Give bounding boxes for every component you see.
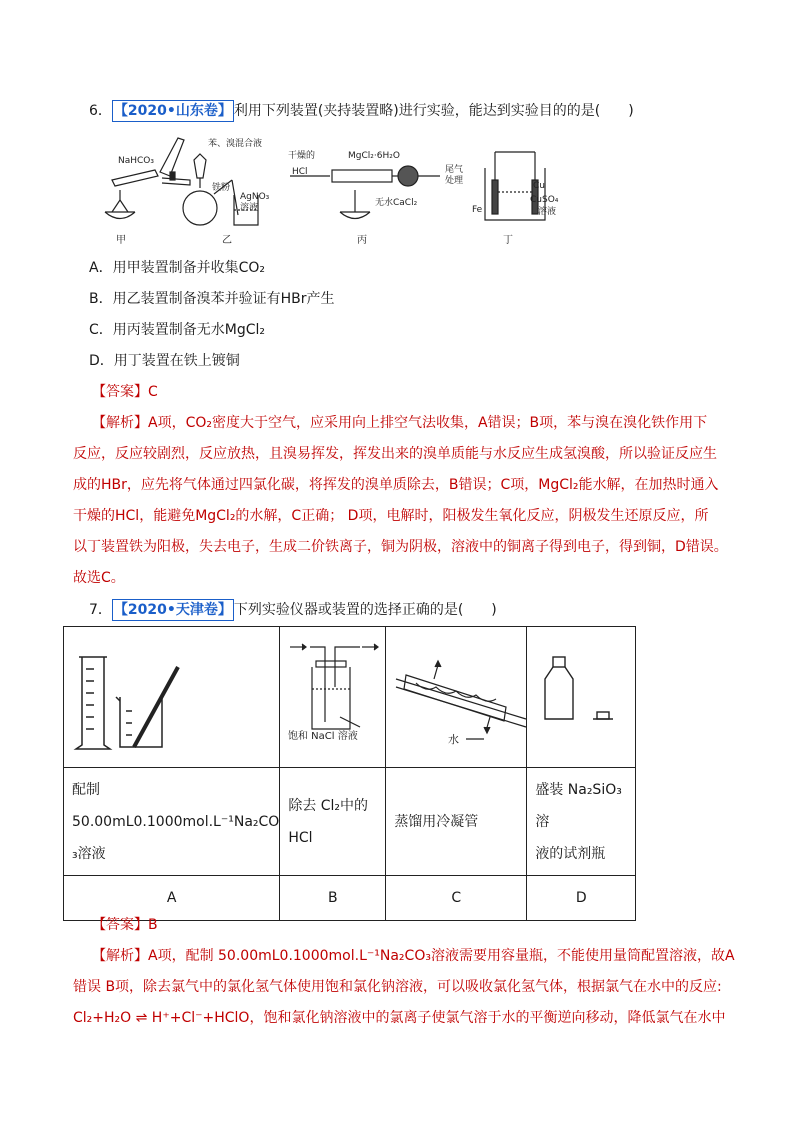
q7-cell-c-figure — [386, 627, 527, 768]
q7-d-line-1: 盛装 Na₂SiO₃溶 — [535, 781, 622, 830]
q7-a-line-3: ₃溶液 — [72, 845, 106, 862]
label-fe-powder: 铁粉 — [212, 183, 231, 193]
q7-number: 7． — [89, 602, 112, 618]
q7-cell-d-figure — [527, 627, 636, 768]
label-ding-soln: 溶液 — [538, 207, 557, 217]
label-ding-cu: Cu — [533, 181, 545, 191]
q7-letter-c: C — [386, 876, 527, 921]
q7-options-table — [63, 626, 636, 921]
label-ding: 丁 — [503, 235, 513, 246]
q6-option-c: C．用丙装置制备无水MgCl₂ — [89, 322, 266, 338]
gas-washing-bottle-icon — [280, 627, 385, 763]
q6-apparatus-figure — [100, 130, 559, 246]
graduated-cylinder-beaker-icon — [64, 627, 251, 763]
q7-analysis-line-3: Cl₂+H₂O ⇌ H⁺+Cl⁻+HClO，饱和氯化钠溶液中的氯离子使氯气溶于水的平衡逆向移动，降低氯气在水中 — [73, 1010, 726, 1026]
q7-stem: 下列实验仪器或装置的选择正确的是( ) — [233, 602, 497, 618]
label-nacl: 饱和 NaCl 溶液 — [288, 731, 359, 742]
q7-cell-c-desc — [386, 768, 527, 876]
q6-analysis-line-5: 以丁装置铁为阳极，失去电子，生成二价铁离子，铜为阴极，溶液中的铜离子得到电子，得到铜，D错误。 — [73, 539, 728, 555]
q6-analysis-line-6: 故选C。 — [73, 570, 125, 586]
q7-stem-line — [89, 599, 497, 621]
q7-cell-b-figure — [280, 627, 386, 768]
label-yi-soln: 溶液 — [240, 203, 259, 213]
label-agno3: AgNO₃ — [240, 192, 270, 202]
q7-answer-line — [92, 915, 158, 935]
q6-number: 6． — [89, 103, 112, 119]
label-yi: 乙 — [222, 235, 232, 246]
q6-analysis-text-1: A项，CO₂密度大于空气，应采用向上排空气法收集，A错误；B项，苯与溴在溴化铁作用下 — [148, 415, 708, 431]
q6-stem-line — [89, 100, 634, 122]
q6-option-d: D．用丁装置在铁上镀铜 — [89, 353, 240, 369]
label-ding-fe: Fe — [472, 205, 483, 215]
apparatus-bing — [288, 149, 463, 246]
label-tail1: 尾气 — [445, 165, 464, 175]
q6-option-b: B．用乙装置制备溴苯并验证有HBr产生 — [89, 291, 335, 307]
q7-letter-a: A — [64, 876, 280, 921]
label-mix: 苯、溴混合液 — [208, 139, 263, 149]
label-cacl2: 无水CaCl₂ — [375, 198, 418, 208]
label-ding-cuso4: CuSO₄ — [530, 195, 559, 205]
label-hcl: HCl — [292, 167, 308, 177]
q6-source-tag: 【2020•山东卷】 — [112, 100, 234, 122]
q7-b-line-2: HCl — [288, 829, 313, 846]
q7-a-line-1: 配制 — [72, 781, 100, 798]
q7-a-line-2: 50.00mL0.1000mol.L⁻¹Na₂CO — [72, 813, 280, 830]
q6-option-a: A．用甲装置制备并收集CO₂ — [89, 260, 265, 276]
label-mgcl2: MgCl₂·6H₂O — [348, 151, 400, 161]
q6-answer-value: C — [148, 384, 158, 400]
apparatus-jia — [105, 138, 190, 246]
q7-c-line-1: 蒸馏用冷凝管 — [394, 813, 479, 830]
label-bing: 丙 — [357, 235, 367, 246]
q7-source-tag: 【2020•天津卷】 — [112, 599, 234, 621]
q7-cell-a-figure — [64, 627, 280, 768]
q6-analysis-line-2: 反应，反应较剧烈，反应放热，且溴易挥发，挥发出来的溴单质能与水反应生成氢溴酸，所以验证反应生 — [73, 446, 717, 462]
q7-letter-b: B — [280, 876, 386, 921]
q7-letter-d: D — [527, 876, 636, 921]
q7-analysis-line-2: 错误 B项，除去氯气中的氯化氢气体使用饱和氯化钠溶液，可以吸收氯化氢气体，根据氯气在水中的反应: — [73, 979, 722, 995]
label-water: 水 — [448, 733, 460, 746]
q6-answer-line — [92, 382, 158, 402]
q7-analysis-text-1: A项，配制 50.00mL0.1000mol.L⁻¹Na₂CO₃溶液需要用容量瓶，不能使用量筒配置溶液，故A — [148, 948, 735, 964]
q7-answer-label: 【答案】 — [92, 917, 148, 933]
q7-b-line-1: 除去 Cl₂中的 — [288, 797, 369, 814]
q7-analysis-label: 【解析】 — [92, 948, 148, 964]
q7-analysis-line-1 — [92, 946, 735, 966]
q7-d-line-2: 液的试剂瓶 — [535, 845, 606, 862]
q6-analysis-line-4: 干燥的HCl，能避免MgCl₂的水解，C正确； D项，电解时，阳极发生氧化反应，阴极发生还原反应，所 — [73, 508, 709, 524]
q7-cell-b-desc — [280, 768, 386, 876]
label-jia: 甲 — [116, 235, 126, 246]
q7-answer-value: B — [148, 917, 158, 933]
apparatus-ding — [472, 152, 559, 246]
q6-analysis-label: 【解析】 — [92, 415, 148, 431]
apparatus-yi — [183, 137, 270, 246]
q6-analysis-line-1 — [92, 413, 707, 433]
q6-stem: 利用下列装置(夹持装置略)进行实验，能达到实验目的的是( ) — [233, 103, 634, 119]
q6-answer-label: 【答案】 — [92, 384, 148, 400]
condenser-icon — [386, 627, 526, 763]
reagent-bottle-icon — [527, 627, 635, 763]
q6-analysis-line-3: 成的HBr，应先将气体通过四氯化碳，将挥发的溴单质除去，B错误；C项，MgCl₂能水解，在加热时通入 — [73, 477, 719, 493]
label-dry: 干燥的 — [288, 151, 316, 161]
label-tail2: 处理 — [445, 176, 464, 186]
q7-cell-a-desc — [64, 768, 280, 876]
label-nahco3: NaHCO₃ — [118, 156, 154, 166]
q7-cell-d-desc — [527, 768, 636, 876]
